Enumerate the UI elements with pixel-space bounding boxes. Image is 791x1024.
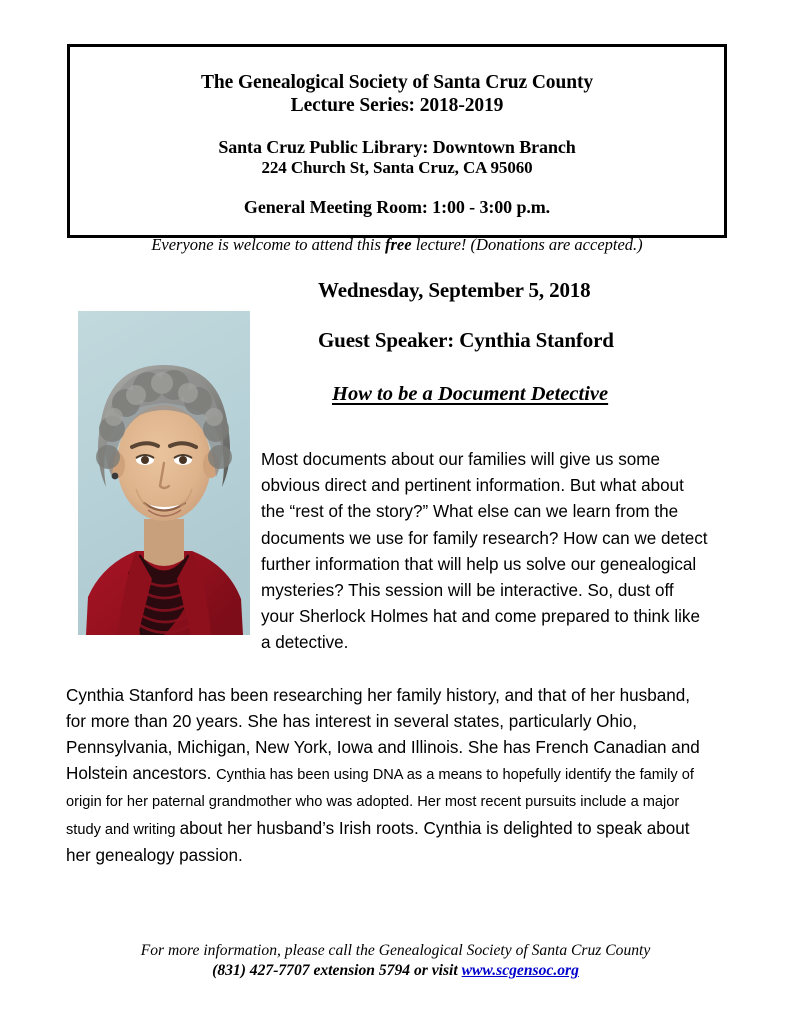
paragraph-speaker-bio: [66, 683, 711, 869]
website-link[interactable]: www.scgensoc.org: [461, 962, 579, 980]
footer-phone-text: (831) 427-7707 extension 5794 or visit: [212, 962, 462, 980]
bio-run-small: Cynthia has been using DNA as a means to hopefully identify the family of origin for her paternal grandmother who was adopted. Her most recent pursuits include a major study and writing: [66, 767, 694, 838]
paragraph-spacer: [66, 657, 711, 683]
organization-name-line1: The Genealogical Society of Santa Cruz County: [201, 72, 593, 93]
bio-run-large-1: Cynthia Stanford has been researching her family history, and that of her husband, for more than 20 years. She has interest in several states, particularly Ohio, Pennsylvania, Michigan, New York, Iowa and Illinois. She has French Canadian and Holstein ancestors.: [66, 685, 700, 784]
footer-contact-block: [0, 941, 791, 982]
paragraph-lecture-description: Most documents about our families will give us some obvious direct and pertinent information. But what about the “rest of the story?” What else can we learn from the documents we use for family research? How can we detect further information that will help us solve our genealogical mysteries? This session will be interactive. So, dust off your Sherlock Holmes hat and come prepared to think like a detective.: [261, 450, 708, 653]
photo-text-wrap-spacer: [66, 447, 261, 649]
event-heading-block: [318, 279, 712, 406]
footer-phone-line: [0, 960, 791, 981]
lecture-title: How to be a Document Detective: [332, 383, 609, 406]
welcome-note-suffix: lecture! (Donations are accepted.): [411, 234, 643, 254]
venue-address: 224 Church St, Santa Cruz, CA 95060: [261, 158, 533, 178]
event-date: Wednesday, September 5, 2018: [318, 278, 591, 302]
guest-speaker: Guest Speaker: Cynthia Stanford: [318, 328, 614, 353]
welcome-note-prefix: Everyone is welcome to attend this: [151, 234, 386, 254]
footer-info-line: For more information, please call the Genealogical Society of Santa Cruz County: [140, 942, 651, 959]
welcome-note: [70, 235, 724, 255]
meeting-room-time: General Meeting Room: 1:00 - 3:00 p.m.: [243, 196, 551, 217]
header-info-box: [67, 44, 727, 254]
venue-name: Santa Cruz Public Library: Downtown Branch: [218, 137, 576, 158]
lecture-series-line: Lecture Series: 2018-2019: [290, 94, 504, 116]
bio-run-large-2: about her husband’s Irish roots. Cynthia is delighted to speak about her genealogy passion.: [66, 818, 690, 865]
welcome-note-emphasis: free: [385, 234, 412, 254]
body-text-block: [66, 447, 711, 869]
